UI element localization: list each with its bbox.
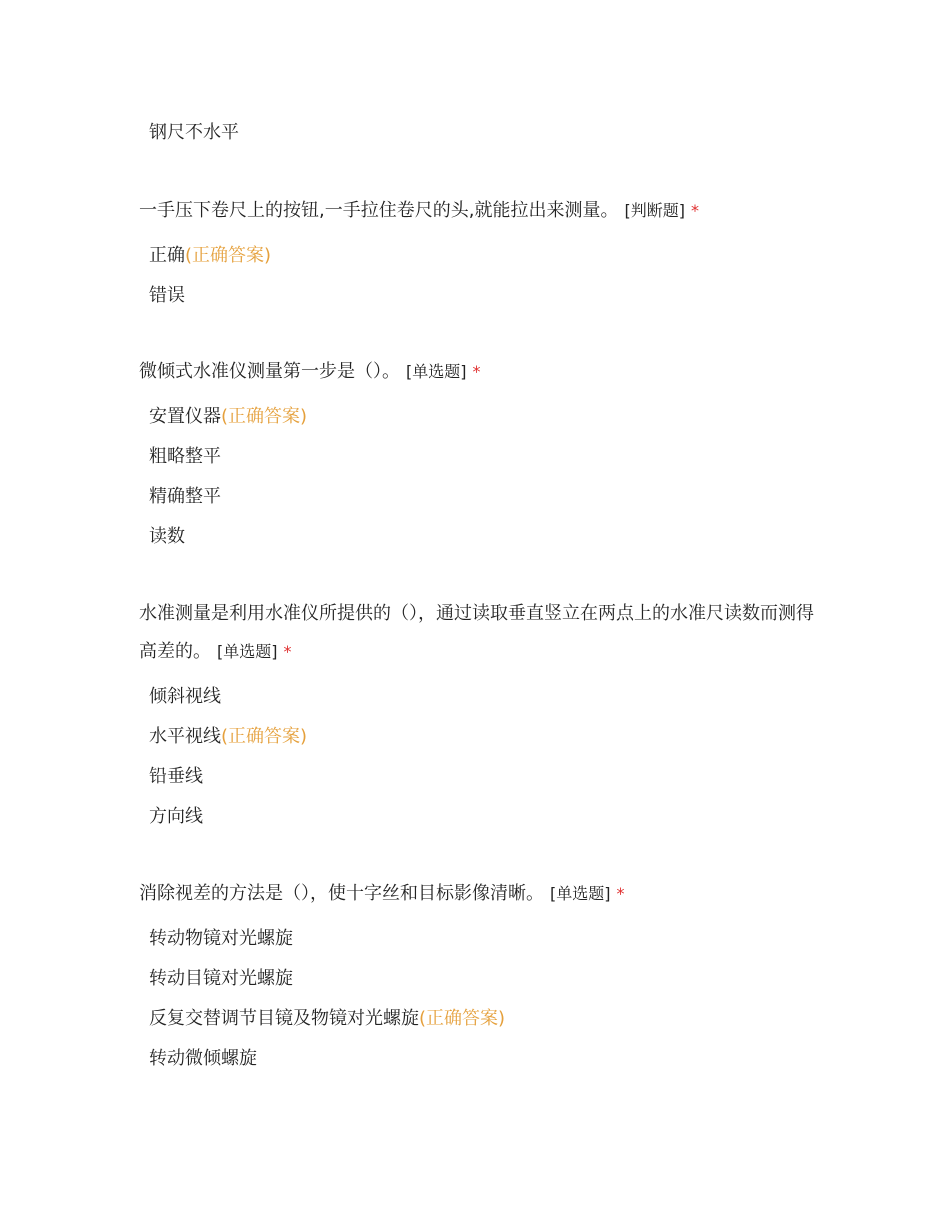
option-list: [139, 677, 819, 837]
option-label: 钢尺不水平: [149, 122, 239, 143]
option-label: 倾斜视线: [149, 686, 221, 707]
required-mark: *: [690, 201, 699, 220]
correct-answer-mark: (正确答案): [221, 726, 308, 747]
question-block: [139, 595, 819, 837]
question-type: [单选题]: [550, 884, 611, 903]
option-item: [139, 757, 819, 797]
option-label: 精确整平: [149, 486, 221, 507]
option-label: 转动物镜对光螺旋: [149, 928, 293, 949]
option-item: [139, 517, 819, 557]
option-item: [139, 797, 819, 837]
question-title: [139, 595, 819, 671]
option-item: [139, 477, 819, 517]
option-item: [149, 121, 239, 145]
question-title: [139, 353, 819, 391]
option-label: 粗略整平: [149, 446, 221, 467]
option-item: [139, 397, 819, 437]
question-text: 水准测量是利用水准仪所提供的（），通过读取垂直竖立在两点上的水准尺读数而测得高差的。: [139, 603, 814, 662]
question-title: [139, 875, 819, 913]
option-label: 转动目镜对光螺旋: [149, 968, 293, 989]
option-item: [139, 1039, 819, 1079]
question-text: 消除视差的方法是（），使十字丝和目标影像清晰。: [139, 883, 544, 904]
option-item: [139, 919, 819, 959]
option-item: [139, 677, 819, 717]
option-label: 正确: [149, 245, 185, 266]
question-type: [判断题]: [624, 201, 685, 220]
option-item: [139, 717, 819, 757]
required-mark: *: [616, 884, 625, 903]
correct-answer-mark: (正确答案): [419, 1008, 506, 1029]
question-title: [139, 192, 819, 230]
option-item: [139, 959, 819, 999]
question-type: [单选题]: [406, 362, 467, 381]
option-label: 读数: [149, 526, 185, 547]
question-text: 一手压下卷尺上的按钮,一手拉住卷尺的头,就能拉出来测量。: [139, 200, 619, 221]
required-mark: *: [283, 642, 292, 661]
required-mark: *: [472, 362, 481, 381]
option-item: [139, 999, 819, 1039]
option-label: 铅垂线: [149, 766, 203, 787]
option-list: [139, 236, 819, 316]
option-label: 安置仪器: [149, 406, 221, 427]
question-block: [139, 192, 819, 316]
option-item: [139, 276, 819, 316]
option-label: 转动微倾螺旋: [149, 1048, 257, 1069]
option-label: 水平视线: [149, 726, 221, 747]
option-label: 方向线: [149, 806, 203, 827]
option-label: 错误: [149, 285, 185, 306]
option-label: 反复交替调节目镜及物镜对光螺旋: [149, 1008, 419, 1029]
correct-answer-mark: (正确答案): [221, 406, 308, 427]
correct-answer-mark: (正确答案): [185, 245, 272, 266]
option-list: [139, 919, 819, 1079]
option-item: [139, 236, 819, 276]
question-type: [单选题]: [217, 642, 278, 661]
option-item: [139, 437, 819, 477]
question-block: [139, 875, 819, 1079]
question-text: 微倾式水准仪测量第一步是（）。: [139, 361, 400, 382]
option-list: [139, 397, 819, 557]
question-block: [139, 353, 819, 557]
